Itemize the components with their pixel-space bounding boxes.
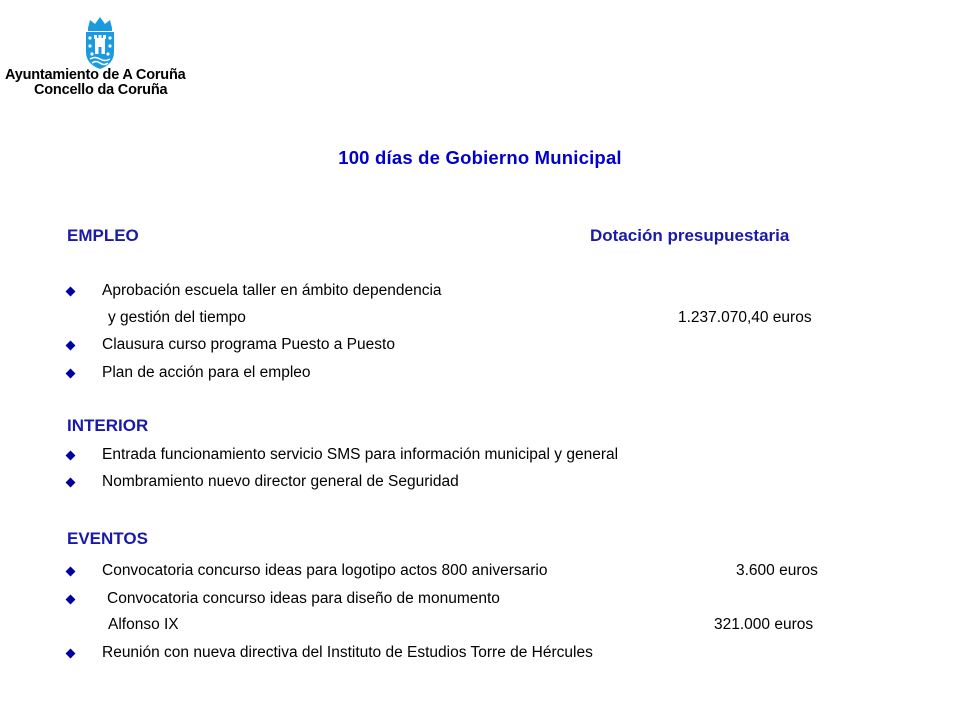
diamond-bullet-icon: [66, 567, 76, 577]
section-heading-interior: INTERIOR: [67, 416, 149, 435]
diamond-bullet-icon: [66, 595, 76, 605]
budget-amount: 1.237.070,40 euros: [678, 309, 812, 326]
list-item-text: Reunión con nueva directiva del Instituto de Estudios Torre de Hércules: [102, 644, 593, 661]
list-item-text: Convocatoria concurso ideas para diseño de monumento: [107, 590, 500, 607]
diamond-bullet-icon: [66, 369, 76, 379]
list-item-text: Entrada funcionamiento servicio SMS para información municipal y general: [102, 446, 619, 463]
list-item-text: Aprobación escuela taller en ámbito dependencia: [102, 282, 442, 299]
logo-line-1: Ayuntamiento de A Coruña: [5, 67, 186, 83]
budget-amount: 321.000 euros: [714, 616, 814, 633]
section-heading-eventos: EVENTOS: [67, 529, 148, 548]
budget-column-heading: Dotación presupuestaria: [590, 226, 790, 245]
diamond-bullet-icon: [66, 287, 76, 297]
list-item-continuation: y gestión del tiempo: [108, 309, 246, 326]
list-item-continuation: Alfonso IX: [108, 616, 179, 633]
diamond-bullet-icon: [66, 451, 76, 461]
diamond-bullet-icon: [66, 478, 76, 488]
list-item-text: Clausura curso programa Puesto a Puesto: [102, 336, 395, 353]
coat-of-arms-icon: [78, 14, 122, 70]
list-item-text: Nombramiento nuevo director general de Seguridad: [102, 473, 459, 490]
section-heading-empleo: EMPLEO: [67, 226, 139, 245]
list-item-text: Convocatoria concurso ideas para logotipo actos 800 aniversario: [102, 562, 548, 579]
logo: [0, 0, 215, 100]
page-title: 100 días de Gobierno Municipal: [338, 147, 622, 168]
list-item-text: Plan de acción para el empleo: [102, 364, 311, 381]
logo-line-2: Concello da Coruña: [34, 82, 168, 98]
diamond-bullet-icon: [66, 341, 76, 351]
diamond-bullet-icon: [66, 649, 76, 659]
budget-amount: 3.600 euros: [736, 562, 818, 579]
